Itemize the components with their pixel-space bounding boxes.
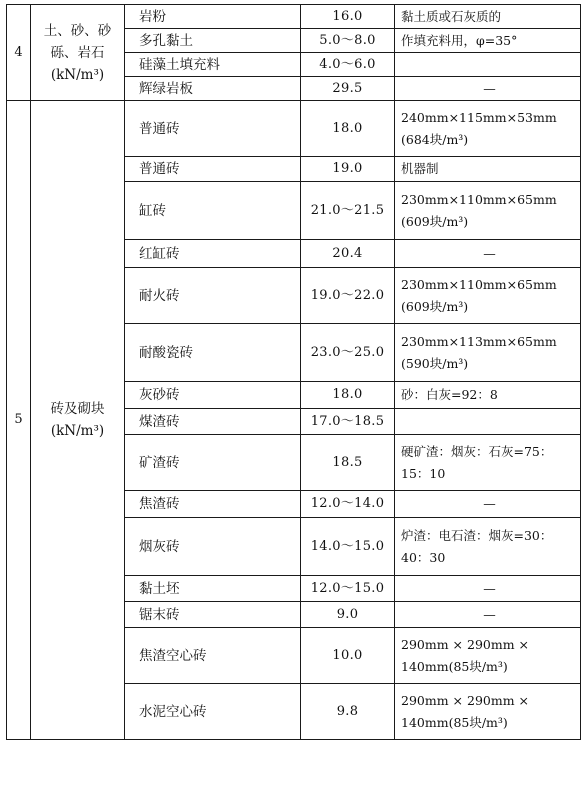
material-weight: 21.0～21.5 bbox=[301, 182, 395, 240]
material-name: 烟灰砖 bbox=[125, 518, 301, 576]
material-weight: 18.5 bbox=[301, 435, 395, 491]
material-note: — bbox=[395, 491, 581, 518]
material-weight: 19.0 bbox=[301, 157, 395, 182]
material-note: 290mm × 290mm × 140mm(85块/m³) bbox=[395, 684, 581, 740]
group-number: 5 bbox=[7, 101, 31, 740]
material-name: 硅藻土填充料 bbox=[125, 53, 301, 77]
category-label: 砖及砌块 bbox=[50, 401, 105, 417]
group-category bbox=[31, 5, 125, 101]
material-name: 缸砖 bbox=[125, 182, 301, 240]
material-weight: 12.0～15.0 bbox=[301, 576, 395, 602]
group-category bbox=[31, 101, 125, 740]
material-name: 焦渣空心砖 bbox=[125, 628, 301, 684]
material-weight: 14.0～15.0 bbox=[301, 518, 395, 576]
material-name: 普通砖 bbox=[125, 157, 301, 182]
material-name: 红缸砖 bbox=[125, 240, 301, 268]
material-weight: 18.0 bbox=[301, 101, 395, 157]
material-name: 灰砂砖 bbox=[125, 382, 301, 409]
material-weight: 29.5 bbox=[301, 77, 395, 101]
material-weight: 9.0 bbox=[301, 602, 395, 628]
material-name: 普通砖 bbox=[125, 101, 301, 157]
material-weight: 5.0～8.0 bbox=[301, 29, 395, 53]
material-note: 230mm×110mm×65mm (609块/m³) bbox=[395, 182, 581, 240]
material-name: 煤渣砖 bbox=[125, 409, 301, 435]
material-weight: 18.0 bbox=[301, 382, 395, 409]
material-weight: 20.4 bbox=[301, 240, 395, 268]
material-weight: 4.0～6.0 bbox=[301, 53, 395, 77]
material-weight: 17.0～18.5 bbox=[301, 409, 395, 435]
category-label: 土、砂、砂砾、岩石 bbox=[43, 22, 112, 61]
material-note: 机器制 bbox=[395, 157, 581, 182]
material-note bbox=[395, 53, 581, 77]
category-unit: (kN/m³) bbox=[50, 66, 105, 83]
material-weight: 23.0～25.0 bbox=[301, 324, 395, 382]
category-unit: (kN/m³) bbox=[50, 423, 105, 439]
material-name: 岩粉 bbox=[125, 5, 301, 29]
material-note: — bbox=[395, 602, 581, 628]
material-weight: 9.8 bbox=[301, 684, 395, 740]
material-name: 锯末砖 bbox=[125, 602, 301, 628]
material-note: — bbox=[395, 576, 581, 602]
material-note: 作填充料用，φ=35° bbox=[395, 29, 581, 53]
material-note: — bbox=[395, 77, 581, 101]
material-name: 焦渣砖 bbox=[125, 491, 301, 518]
material-weight: 10.0 bbox=[301, 628, 395, 684]
material-note: 砂：白灰=92：8 bbox=[395, 382, 581, 409]
material-note: 290mm × 290mm × 140mm(85块/m³) bbox=[395, 628, 581, 684]
material-name: 多孔黏土 bbox=[125, 29, 301, 53]
material-note: 240mm×115mm×53mm (684块/m³) bbox=[395, 101, 581, 157]
material-weight-table bbox=[6, 4, 581, 740]
group-number: 4 bbox=[7, 5, 31, 101]
material-weight: 12.0～14.0 bbox=[301, 491, 395, 518]
material-note: 230mm×113mm×65mm (590块/m³) bbox=[395, 324, 581, 382]
material-name: 耐酸瓷砖 bbox=[125, 324, 301, 382]
material-note: 炉渣：电石渣：烟灰=30：40：30 bbox=[395, 518, 581, 576]
material-weight: 16.0 bbox=[301, 5, 395, 29]
material-name: 黏土坯 bbox=[125, 576, 301, 602]
material-name: 耐火砖 bbox=[125, 268, 301, 324]
material-name: 矿渣砖 bbox=[125, 435, 301, 491]
material-name: 水泥空心砖 bbox=[125, 684, 301, 740]
table-row bbox=[7, 5, 581, 29]
material-note: 230mm×110mm×65mm (609块/m³) bbox=[395, 268, 581, 324]
material-note bbox=[395, 409, 581, 435]
material-name: 辉绿岩板 bbox=[125, 77, 301, 101]
table-row bbox=[7, 101, 581, 157]
material-weight: 19.0～22.0 bbox=[301, 268, 395, 324]
material-note: 黏土质或石灰质的 bbox=[395, 5, 581, 29]
material-note: 硬矿渣：烟灰：石灰=75：15：10 bbox=[395, 435, 581, 491]
material-note: — bbox=[395, 240, 581, 268]
